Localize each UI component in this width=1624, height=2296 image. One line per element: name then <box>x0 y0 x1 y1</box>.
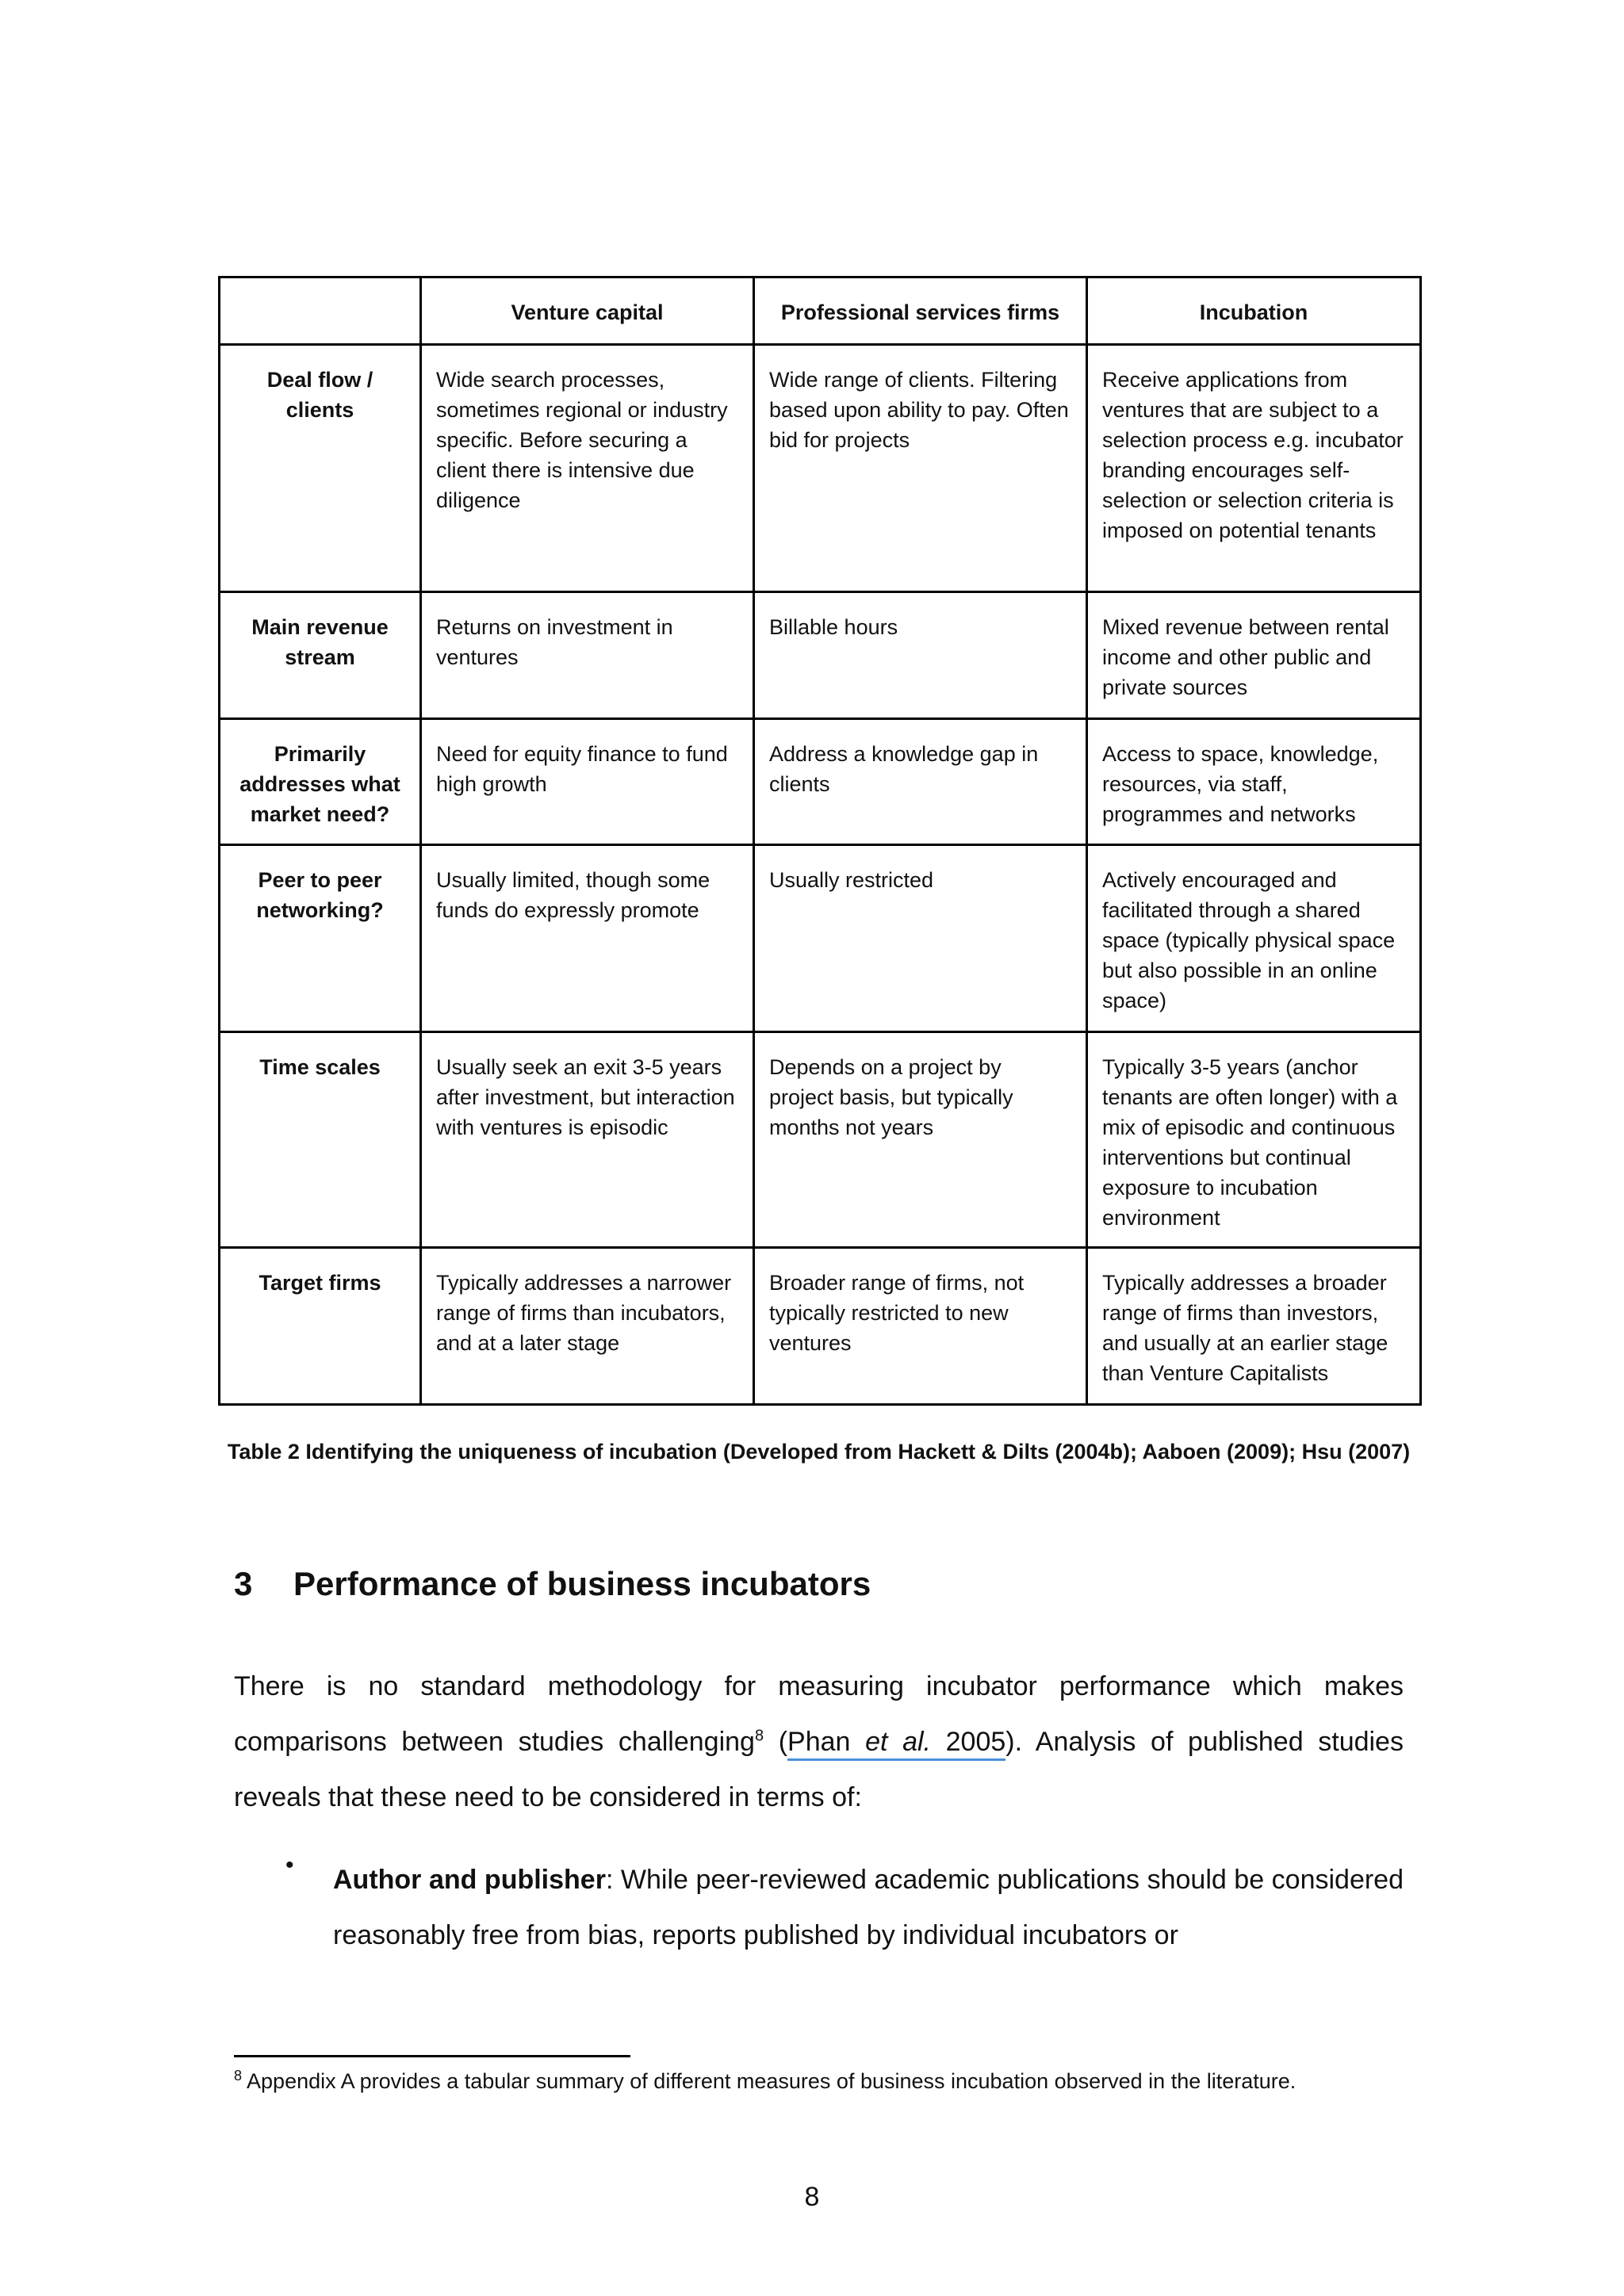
table-cell: Typically 3-5 years (anchor tenants are often longer) with a mix of episodic and continuous interventions but continual exposure to incubation environment <box>1087 1032 1421 1248</box>
table-cell: Usually restricted <box>754 845 1087 1032</box>
table-cell: Typically addresses a broader range of firms than investors, and usually at an earlier stage than Venture Capitalists <box>1087 1248 1421 1405</box>
header-cell-professional-services: Professional services firms <box>754 277 1087 345</box>
row-header: Time scales <box>220 1032 421 1248</box>
table-cell: Need for equity finance to fund high growth <box>421 719 754 845</box>
table-cell: Returns on investment in ventures <box>421 592 754 719</box>
table-cell: Wide search processes, sometimes regional or industry specific. Before securing a client there is intensive due diligence <box>421 345 754 592</box>
row-header: Peer to peer networking? <box>220 845 421 1032</box>
header-cell-empty <box>220 277 421 345</box>
page-number: 8 <box>804 2182 820 2212</box>
citation-author: Phan <box>787 1727 866 1757</box>
table-row <box>220 845 1421 1032</box>
row-header: Main revenue stream <box>220 592 421 719</box>
table-header-row <box>220 277 1421 345</box>
paragraph-text: There is no standard methodology for measuring incubator performance which makes comparisons between studies challenging <box>234 1671 1404 1757</box>
table-cell: Address a knowledge gap in clients <box>754 719 1087 845</box>
bullet-text: : While peer-reviewed academic publications should be considered reasonably free from bias, reports published by individual incubators or <box>333 1865 1404 1950</box>
bullet-icon: • <box>285 1852 294 1878</box>
row-header: Primarily addresses what market need? <box>220 719 421 845</box>
table-cell: Wide range of clients. Filtering based upon ability to pay. Often bid for projects <box>754 345 1087 592</box>
table-cell: Mixed revenue between rental income and other public and private sources <box>1087 592 1421 719</box>
table-cell: Typically addresses a narrower range of firms than incubators, and at a later stage <box>421 1248 754 1405</box>
footnote <box>234 2066 1439 2096</box>
bullet-item <box>333 1852 1404 1963</box>
citation-etal: et al. <box>865 1727 931 1757</box>
row-header: Deal flow / clients <box>220 345 421 592</box>
table-cell: Depends on a project by project basis, but typically months not years <box>754 1032 1087 1248</box>
table-row <box>220 592 1421 719</box>
table-cell: Broader range of firms, not typically restricted to new ventures <box>754 1248 1087 1405</box>
table-row <box>220 345 1421 592</box>
paragraph-text-end: ). Analysis of published studies reveals that these need to be considered in terms of: <box>234 1727 1404 1812</box>
footnote-number: 8 <box>234 2068 243 2084</box>
section-heading <box>234 1565 871 1603</box>
table-row <box>220 719 1421 845</box>
table-cell: Usually limited, though some funds do expressly promote <box>421 845 754 1032</box>
table-caption: Table 2 Identifying the uniqueness of incubation (Developed from Hackett & Dilts (2004b); Aaboen (2009); Hsu (2007) <box>227 1440 1411 1464</box>
table-cell: Actively encouraged and facilitated through a shared space (typically physical space but also possible in an online space) <box>1087 845 1421 1032</box>
citation-year: 2005 <box>931 1727 1006 1757</box>
footnote-text: Appendix A provides a tabular summary of different measures of business incubation observed in the literature. <box>242 2069 1297 2093</box>
table-row <box>220 1032 1421 1248</box>
row-header: Target firms <box>220 1248 421 1405</box>
table-cell: Billable hours <box>754 592 1087 719</box>
section-number: 3 <box>234 1565 253 1602</box>
header-cell-venture-capital: Venture capital <box>421 277 754 345</box>
body-paragraph <box>234 1659 1404 1825</box>
citation-open: ( <box>778 1727 788 1757</box>
footnote-reference[interactable]: 8 <box>754 1727 764 1745</box>
section-title: Performance of business incubators <box>293 1565 871 1602</box>
bullet-term: Author and publisher <box>333 1865 606 1895</box>
comparison-table <box>218 276 1422 1406</box>
table-cell: Receive applications from ventures that are subject to a selection process e.g. incubator branding encourages self-selection or selection criteria is imposed on potential tenants <box>1087 345 1421 592</box>
header-cell-incubation: Incubation <box>1087 277 1421 345</box>
table-cell: Access to space, knowledge, resources, via staff, programmes and networks <box>1087 719 1421 845</box>
table-row <box>220 1248 1421 1405</box>
footnote-divider <box>234 2055 630 2057</box>
citation-link[interactable] <box>787 1727 1005 1761</box>
table-cell: Usually seek an exit 3-5 years after investment, but interaction with ventures is episodic <box>421 1032 754 1248</box>
